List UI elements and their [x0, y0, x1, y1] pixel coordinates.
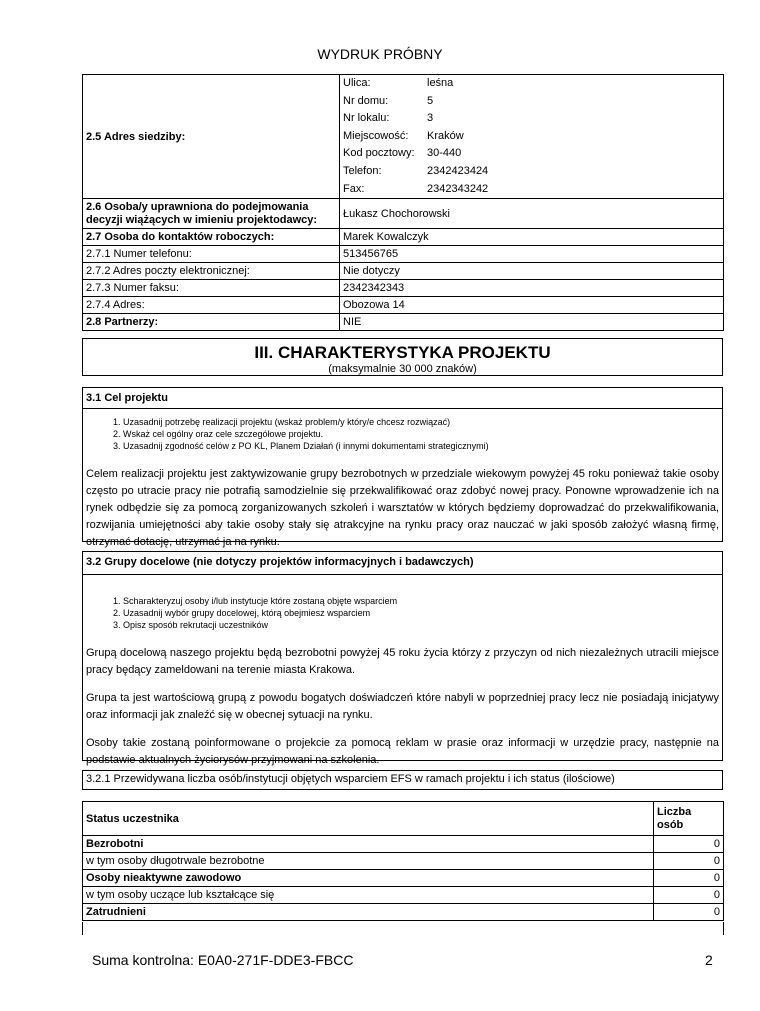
section-3-2-1-title-box [82, 770, 723, 790]
contact-value: Marek Kowalczyk [340, 229, 724, 246]
section-3-2-paragraph: Osoby takie zostaną poinformowane o projekcie za pomocą reklam w prasie oraz informacji w urzędzie pracy, następnie na podstawie aktualnych życiorysów przyjmowani na szkolenia. [86, 737, 719, 766]
status-row [83, 887, 724, 904]
contact-row [83, 263, 724, 280]
status-row [83, 870, 724, 887]
contact-row [83, 314, 724, 331]
contact-label: 2.7 Osoba do kontaktów roboczych: [83, 229, 340, 246]
status-row [83, 904, 724, 921]
address-table [82, 74, 724, 199]
hint-item: 2. Wskaż cel ogólny oraz cele szczegółowe projektu. [123, 428, 719, 440]
status-count: 0 [654, 853, 724, 870]
section-3-2-1-title: 3.2.1 Przewidywana liczba osób/instytucji objętych wsparciem EFS w ramach projektu i ich status (ilościowe) [86, 773, 615, 785]
address-field-label: Nr domu: [343, 94, 389, 107]
status-label: Bezrobotni [83, 836, 654, 853]
contact-label: 2.8 Partnerzy: [83, 314, 340, 331]
status-label: Osoby nieaktywne zawodowo [83, 870, 654, 887]
address-row [343, 145, 720, 163]
status-label: w tym osoby długotrwale bezrobotne [83, 853, 654, 870]
hint-item: 3. Opisz sposób rekrutacji uczestników [123, 619, 719, 631]
section-3-1-title-box [82, 387, 723, 409]
status-row [83, 836, 724, 853]
contact-row [83, 280, 724, 297]
contact-value: Nie dotyczy [340, 263, 724, 280]
address-label: 2.5 Adres siedziby: [83, 75, 340, 199]
address-row [343, 110, 720, 128]
contact-value: NIE [340, 314, 724, 331]
address-field-label: Miejscowość: [343, 129, 409, 142]
hint-item: 3. Uzasadnij zgodność celów z PO KL, Planem Działań (i innymi dokumentami strategicznymi) [123, 440, 719, 452]
footer-checksum: Suma kontrolna: E0A0-271F-DDE3-FBCC [92, 952, 354, 968]
contact-row [83, 297, 724, 314]
address-row [343, 128, 720, 146]
address-field-value: 2342423424 [427, 164, 489, 177]
section-3-2-paragraph: Grupą docelową naszego projektu będą bezrobotni powyżej 45 roku życia którzy z przyczyn od nich niezależnych utracili miejsce pracy będący zameldowani na terenie miasta Krakowa. [86, 647, 719, 676]
status-count: 0 [654, 870, 724, 887]
contact-row [83, 199, 724, 229]
address-field-value: leśna [427, 77, 454, 89]
address-field-label: Fax: [343, 182, 365, 195]
address-field-value: 30-440 [427, 147, 462, 160]
hint-item: 2. Uzasadnij wybór grupy docelowej, którą obejmiesz wsparciem [123, 607, 719, 619]
contact-value: Obozowa 14 [340, 297, 724, 314]
address-field-label: Nr lokalu: [343, 112, 390, 125]
contact-table [82, 198, 724, 331]
status-label: Zatrudnieni [83, 904, 654, 921]
address-field-value: 5 [427, 94, 434, 107]
address-field-label: Telefon: [343, 164, 382, 177]
address-field-value: Kraków [427, 129, 464, 142]
hint-item: 1. Scharakteryzuj osoby i/lub instytucje które zostaną objęte wsparciem [123, 595, 719, 607]
status-count: 0 [654, 904, 724, 921]
contact-label: 2.7.2 Adres poczty elektronicznej: [83, 263, 340, 280]
address-field-value: 3 [427, 112, 434, 125]
status-label: w tym osoby uczące lub kształcące się [83, 887, 654, 904]
section-3-subtitle: (maksymalnie 30 000 znaków) [328, 363, 477, 375]
address-field-value: 2342343242 [427, 182, 489, 195]
contact-label: 2.6 Osoba/y uprawniona do podejmowania decyzji wiążących w imieniu projektodawcy: [83, 199, 340, 229]
contact-value: 513456765 [340, 246, 724, 263]
contact-value: 2342342343 [340, 280, 724, 297]
page-header-title: WYDRUK PRÓBNY [317, 46, 443, 62]
contact-row [83, 229, 724, 246]
address-field-label: Kod pocztowy: [343, 147, 415, 160]
contact-row [83, 246, 724, 263]
section-3-2-hints [86, 595, 719, 631]
footer-page-number: 2 [705, 952, 713, 968]
section-3-header [82, 338, 723, 376]
count-col-header: Liczba osób [654, 802, 724, 836]
status-count: 0 [654, 836, 724, 853]
status-count: 0 [654, 887, 724, 904]
address-values [340, 75, 724, 199]
address-row [343, 181, 720, 199]
section-3-1-title: 3.1 Cel projektu [86, 392, 168, 404]
address-field-label: Ulica: [343, 77, 371, 89]
section-3-1-body: Celem realizacji projektu jest zaktywizowanie grupy bezrobotnych w przedziale wiekowym powyżej 45 roku ponieważ takie osoby często po utracie pracy nie potrafią samodzielnie się przekwalifikować oraz zdobyć nowej pracy. Ponowne wprowadzenie ich na rynek odbędzie się za pomocą zorganizowanych szkoleń i warsztatów w których będziemy doprowadzać do przekwalifikowania, rozwijania umiejętności aby takie osoby stały się atrakcyjne na rynku pracy oraz nauczać w jaki sposób założyć własną firmę, otrzymać dotację, utrzymać ja na rynku. [86, 468, 719, 548]
contact-label: 2.7.1 Numer telefonu: [83, 246, 340, 263]
address-row [343, 75, 720, 93]
section-3-title: III. CHARAKTERYSTYKA PROJEKTU [254, 343, 551, 362]
contact-label: 2.7.4 Adres: [83, 297, 340, 314]
section-3-2-title: 3.2 Grupy docelowe (nie dotyczy projektów informacyjnych i badawczych) [86, 556, 474, 568]
contact-label: 2.7.3 Numer faksu: [83, 280, 340, 297]
status-table [82, 801, 724, 921]
section-3-1-hints [86, 416, 719, 452]
status-row [83, 853, 724, 870]
section-3-2-paragraph: Grupa ta jest wartościową grupą z powodu bogatych doświadczeń które nabyli w poprzedniej pracy lecz nie posiadają inicjatywy oraz informacji jak znaleźć się w obecnej sytuacji na rynku. [86, 692, 719, 721]
hint-item: 1. Uzasadnij potrzebę realizacji projektu (wskaż problem/y który/e chcesz rozwiązać) [123, 416, 719, 428]
contact-value: Łukasz Chochorowski [340, 199, 724, 229]
section-3-2-title-box [82, 551, 723, 575]
status-col-header: Status uczestnika [83, 802, 654, 836]
address-row [343, 163, 720, 181]
section-3-1-body-box [82, 408, 723, 548]
section-3-2-body-box [82, 574, 723, 766]
address-row [343, 93, 720, 111]
